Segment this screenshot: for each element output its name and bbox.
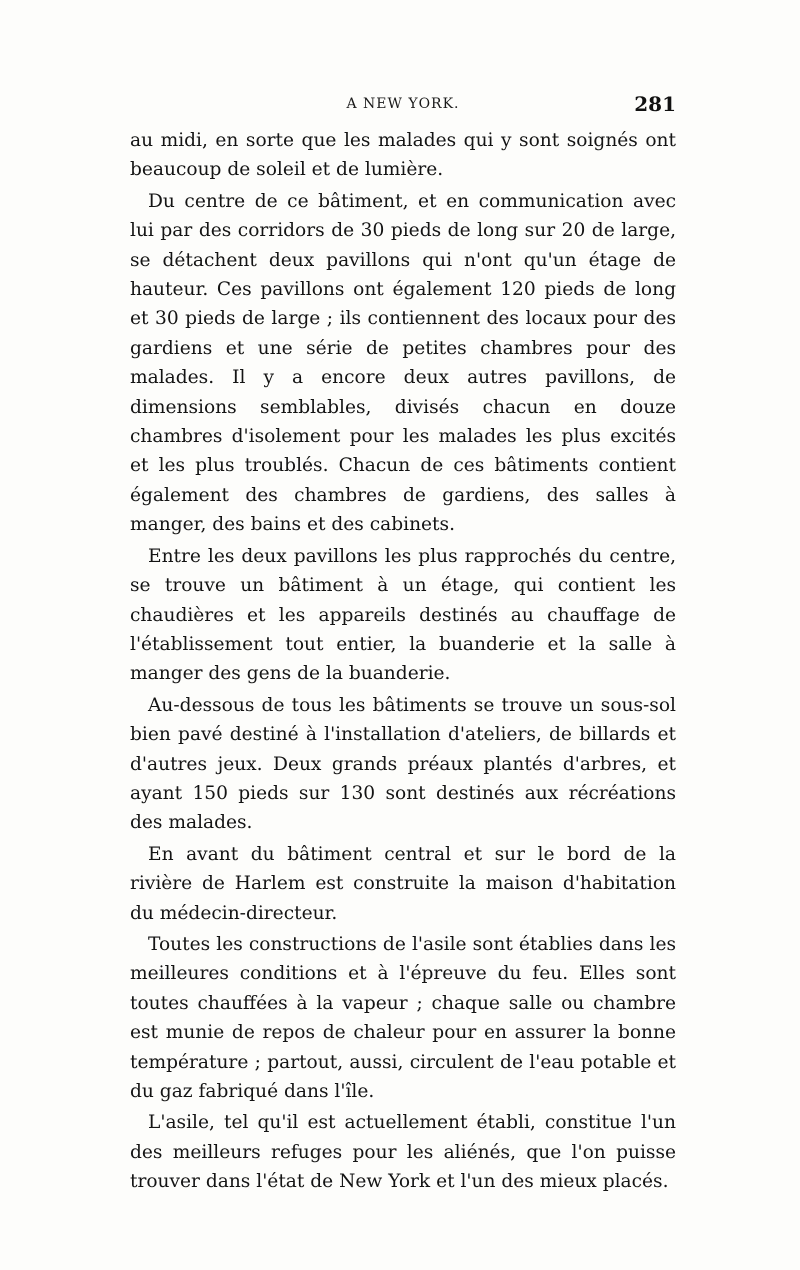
paragraph-boiler-building: Entre les deux pavillons les plus rapprochés du centre, se trouve un bâtiment à un étage, qui contient les chaudières et les appareils destinés au chauffage de l'établissement tout entier, la buanderie et la salle à manger des gens de la buanderie. — [130, 545, 676, 685]
page-number: 281 — [634, 92, 676, 116]
paragraph-conclusion: L'asile, tel qu'il est actuellement établi, constitue l'un des meilleurs refuges pour les aliénés, que l'on puisse trouver dans l'état de New York et l'un des mieux placés. — [130, 1112, 676, 1193]
running-title: A NEW YORK. — [346, 96, 460, 112]
paragraph-pavilions: Du centre de ce bâtiment, et en communication avec lui par des corridors de 30 pieds de long sur 20 de large, se détachent deux pavillons qui n'ont qu'un étage de hauteur. Ces pavillons ont également 120 pieds de long et 30 pieds de large ; ils contiennent des locaux pour des gardiens et une série de petites chambres pour des malades. Il y a encore deux autres pavillons, de dimensions semblables, divisés chacun en douze chambres d'isolement pour les malades les plus excités et les plus troublés. Chacun de ces bâtiments contient également des chambres de gardiens, des salles à manger, des bains et des cabinets. — [130, 190, 676, 536]
paragraph-constructions: Toutes les constructions de l'asile sont établies dans les meilleures conditions et à l'épreuve du feu. Elles sont toutes chauffées à la vapeur ; chaque salle ou chambre est munie de repos de chaleur pour en assurer la bonne température ; partout, aussi, circulent de l'eau potable et du gaz fabriqué dans l'île. — [130, 933, 676, 1102]
paragraph-basement: Au-dessous de tous les bâtiments se trouve un sous-sol bien pavé destiné à l'installation d'ateliers, de billards et d'autres jeux. Deux grands préaux plantés d'arbres, et ayant 150 pieds sur 130 sont destinés aux récréations des malades. — [130, 694, 676, 834]
paragraph-director-house: En avant du bâtiment central et sur le bord de la rivière de Harlem est construite la maison d'habitation du médecin-directeur. — [130, 843, 676, 924]
paragraph-continuation: au midi, en sorte que les malades qui y sont soignés ont beaucoup de soleil et de lumière. — [130, 130, 676, 181]
body-text — [130, 126, 676, 1199]
page-header — [130, 92, 676, 120]
